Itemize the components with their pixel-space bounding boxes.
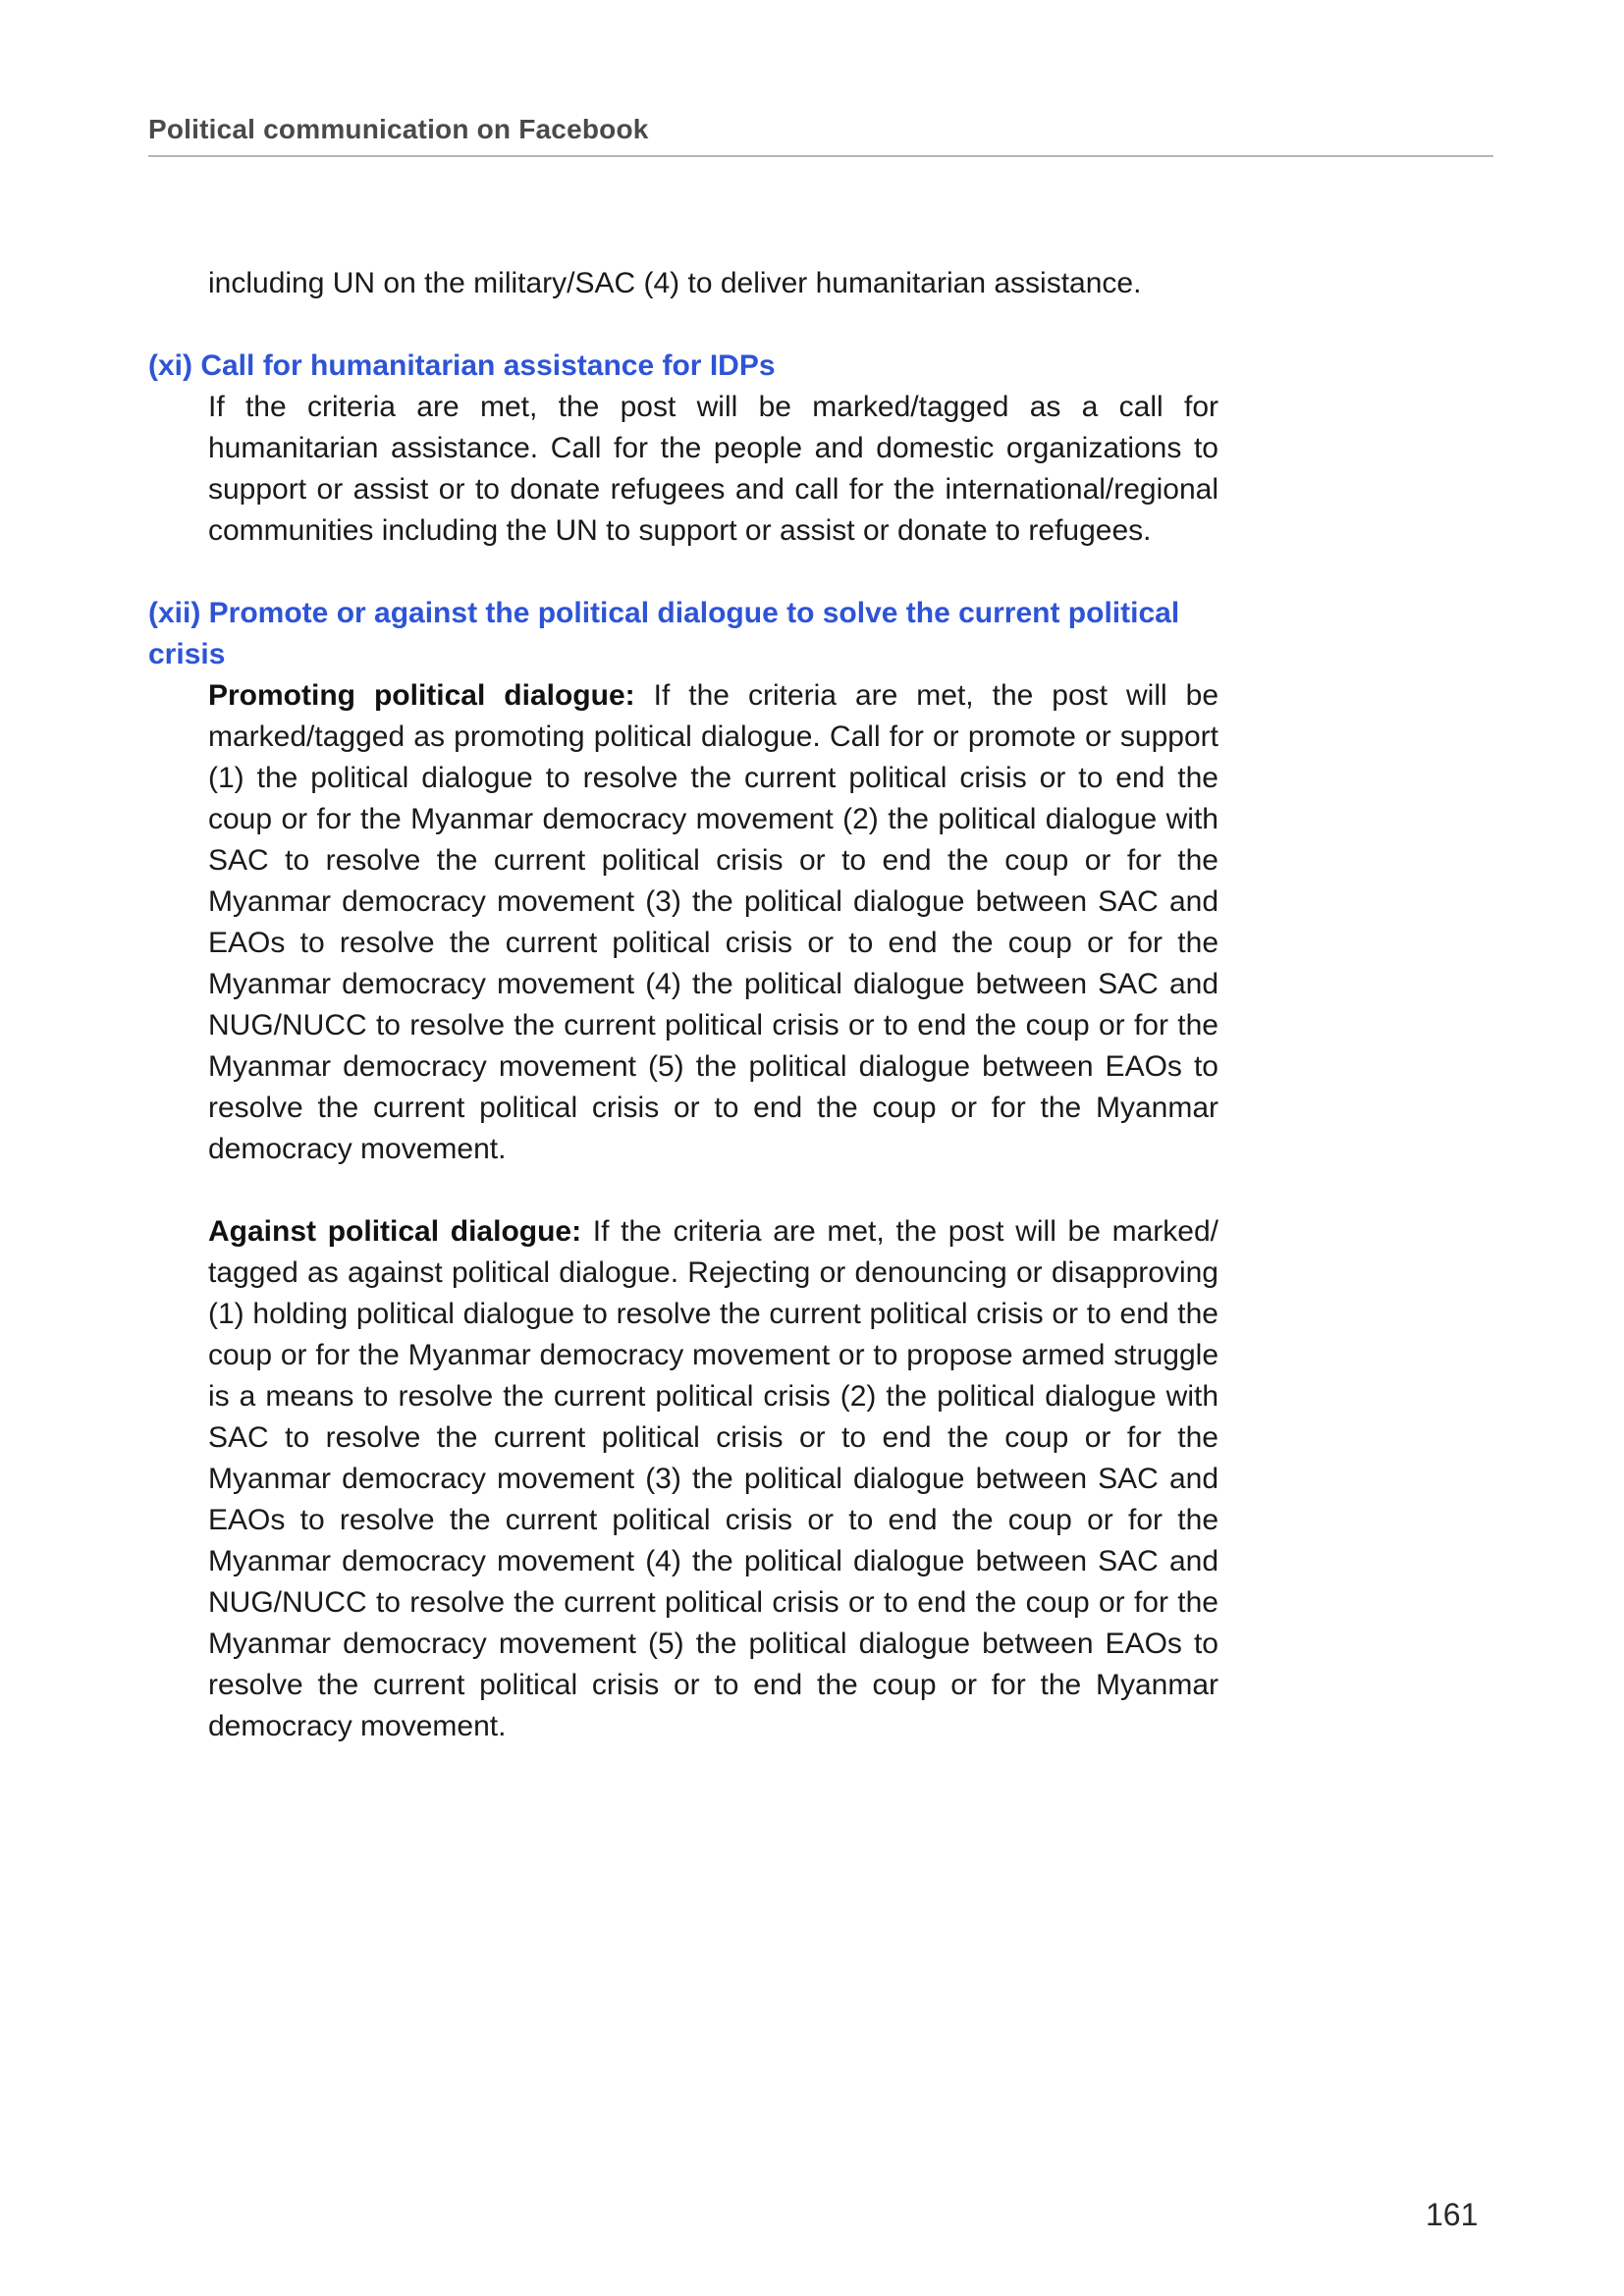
spacer	[148, 552, 1218, 593]
promoting-dialogue-text: If the criteria are met, the post will be marked/tagged as promoting political dialogue. Call for or promote or support (1) the political dialogue to resolve the current political crisis or to end the coup or for the Myanmar democracy movement (2) the political dialogue with SAC to resolve the current political crisis or to end the coup or for the Myanmar democracy movement (3) the political dialogue between SAC and EAOs to resolve the current political crisis or to end the coup or for the Myanmar democracy movement (4) the political dialogue between SAC and NUG/NUCC to resolve the current political crisis or to end the coup or for the Myanmar democracy movement (5) the political dialogue between EAOs to resolve the current political crisis or to end the coup or for the Myanmar democracy movement.	[208, 679, 1219, 1165]
section-heading-xii: (xii) Promote or against the political dialogue to solve the current political crisis	[148, 597, 1180, 670]
section-body-xi: If the criteria are met, the post will be marked/tagged as a call for humanitarian assistance. Call for the people and domestic organizations to support or assist or to donate refugees and call for the international/regional communities including the UN to support or assist or donate to refugees.	[208, 391, 1218, 547]
section-heading-xi: (xi) Call for humanitarian assistance for IDPs	[148, 349, 776, 382]
against-dialogue-label: Against political dialogue:	[208, 1215, 582, 1248]
page-content	[148, 263, 1218, 1747]
promoting-dialogue-paragraph	[208, 675, 1218, 1170]
running-header: Political communication on Facebook	[148, 114, 649, 144]
continued-paragraph: including UN on the military/SAC (4) to deliver humanitarian assistance.	[208, 267, 1142, 299]
page-number: 161	[1426, 2197, 1479, 2232]
header-divider	[148, 155, 1493, 157]
spacer	[148, 304, 1218, 346]
promoting-dialogue-label: Promoting political dialogue:	[208, 679, 635, 712]
against-dialogue-paragraph	[208, 1211, 1218, 1747]
spacer	[148, 1170, 1218, 1211]
against-dialogue-text: If the criteria are met, the post will be marked/ tagged as against political dialogue. Rejecting or denouncing or disapproving (1) holding political dialogue to resolve the current political crisis or to end the coup or for the Myanmar democracy movement or to propose armed struggle is a means to resolve the current political crisis (2) the political dialogue with SAC to resolve the current political crisis or to end the coup or for the Myanmar democracy movement (3) the political dialogue between SAC and EAOs to resolve the current political crisis or to end the coup or for the Myanmar democracy movement (4) the political dialogue between SAC and NUG/NUCC to resolve the current political crisis or to end the coup or for the Myanmar democracy movement (5) the political dialogue between EAOs to resolve the current political crisis or to end the coup or for the Myanmar democracy movement.	[208, 1215, 1219, 1742]
